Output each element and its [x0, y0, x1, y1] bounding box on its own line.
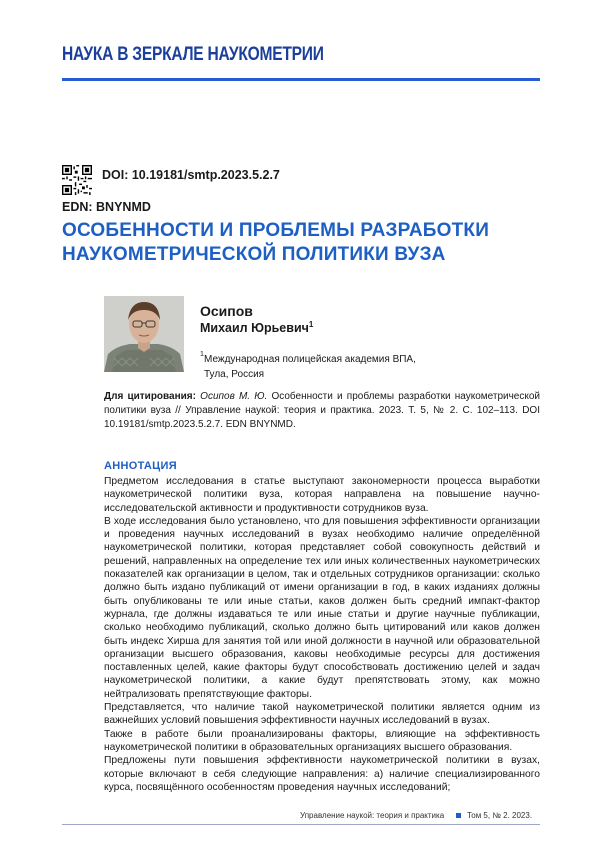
author-portrait-image — [104, 296, 184, 372]
abstract-paragraph: Предметом исследования в статье выступают закономерности процесса выработки наукометрической политики вуза, которая направлена на повышение научно-исследовательской активности и продуктивности сотрудников вуза. — [104, 476, 540, 514]
author-given-name-text: Михаил Юрьевич — [200, 321, 309, 336]
footer-journal-name: Управление наукой: теория и практика — [300, 811, 445, 820]
author-photo — [104, 296, 184, 372]
edn-label: EDN: BNYNMD — [62, 200, 151, 214]
citation-block — [104, 390, 540, 432]
rubric-heading: НАУКА В ЗЕРКАЛЕ НАУКОМЕТРИИ — [62, 44, 324, 65]
article-title — [62, 219, 489, 267]
abstract-heading: АННОТАЦИЯ — [104, 460, 177, 472]
footer-square-icon — [456, 813, 461, 818]
citation-text: Особенности и проблемы разработки наукометрической политики вуза // Управление наукой: теория и практика. 2023. Т. 5, № 2. С. 102–113. DOI 10.19181/smtp.2023.5.2.7. EDN BNYNMD. — [104, 391, 541, 430]
affiliation-line1: Международная полицейская академия ВПА, — [204, 354, 416, 365]
author-given-name — [200, 320, 313, 335]
footer-divider — [62, 824, 540, 825]
abstract-paragraph: Представляется, что наличие такой наукометрической политики является одним из важнейших условий повышения эффективности научных исследований в вузах. — [104, 702, 540, 727]
affiliation-line2: Тула, Россия — [204, 369, 265, 380]
qr-code-icon — [62, 165, 92, 195]
abstract-paragraph: В ходе исследования было установлено, что для повышения эффективности организации и проведения научных исследований в вузах необходимо наличие определённой наукометрической политики, которая представляет собой совокупность действий и решений, направленных на определение тех или иных количественных наукометрических показателей как организации в целом, так и отдельных сотрудников организации: сколько должно быть издано публикаций от имени организации в год, в каких изданиях должны быть опубликованы те или иные статьи, каков должен быть средний импакт-фактор журнала, где должны издаваться те или иные статьи и другие научные публикации, сколько необходимо публикаций, сколько должно быть цитирований или каков должен быть индекс Хирша для занятия той или иной должности в научной или образовательной организации высшего образования, каковы необходимые ресурсы для достижения поставленных целей, какие факторы будут способствовать достижению целей и задач наукометрической политики, а какие будут препятствовать этому, как можно нейтрализовать препятствующие факторы. — [104, 515, 540, 700]
doi-label: DOI: 10.19181/smtp.2023.5.2.7 — [102, 168, 280, 182]
abstract-paragraph: Предложены пути повышения эффективности наукометрической политики в вузах, которые включают в себя следующие направления: а) наличие специализированного курса, посвящённого особенностям проведения научных исследований; — [104, 755, 540, 793]
author-surname: Осипов — [200, 303, 253, 319]
article-title-line2: НАУКОМЕТРИЧЕСКОЙ ПОЛИТИКИ ВУЗА — [62, 244, 446, 265]
affiliation-marker: 1 — [200, 351, 204, 358]
abstract-paragraph: Также в работе были проанализированы факторы, влияющие на эффективность наукометрической политики в образовательных организациях высшего образования. — [104, 728, 540, 753]
rubric-divider — [62, 78, 540, 81]
article-title-line1: ОСОБЕННОСТИ И ПРОБЛЕМЫ РАЗРАБОТКИ — [62, 220, 490, 241]
citation-author: Осипов М. Ю. — [200, 391, 268, 402]
author-affiliation-marker: 1 — [308, 320, 314, 329]
citation-label: Для цитирования: — [104, 391, 196, 402]
abstract-body — [104, 475, 540, 794]
footer-volume: Том 5, № 2. 2023. — [467, 811, 533, 820]
